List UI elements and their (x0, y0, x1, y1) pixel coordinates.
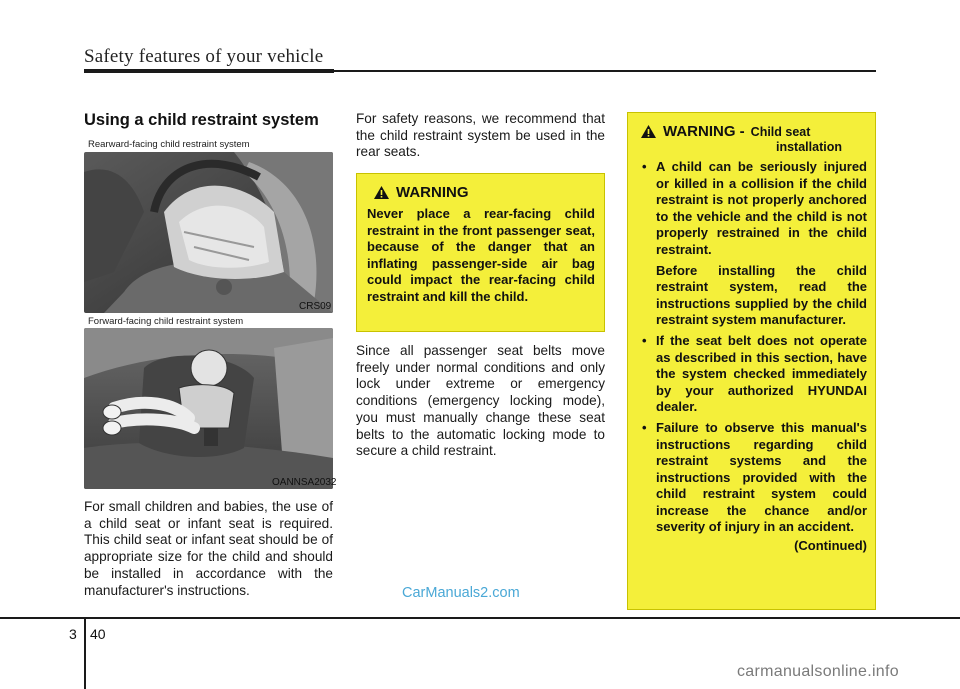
warning-title: WARNING - (663, 123, 745, 140)
forward-facing-seat-illustration (84, 328, 333, 489)
bullet-text-continued: Before installing the child restraint system, read the instructions supplied by the child restraint system manufacturer. (656, 262, 867, 328)
list-item (636, 159, 867, 329)
bullet-text: • If the seat belt does not operate as described in this section, have the system checked immediately by your authorized HYUNDAI dealer. (656, 332, 867, 415)
rear-figure-code: CRS09 (299, 301, 332, 312)
page-header-title: Safety features of your vehicle (84, 46, 324, 67)
warning-triangle-icon (640, 124, 657, 139)
site-watermark[interactable]: carmanualsonline.info (737, 663, 899, 680)
header-rule-thin (334, 70, 876, 72)
warning-box-child-seat-installation (627, 112, 876, 610)
list-item (636, 420, 867, 536)
middle-paragraph-2: Since all passenger seat belts move freely under normal conditions and only lock under extreme or emergency conditions (emergency locking mode), you must manually change these seat belts to the automatic locking mode to secure a child restraint. (356, 343, 605, 459)
rear-facing-seat-illustration (84, 152, 333, 313)
continued-label: (Continued) (794, 538, 867, 554)
header-rule (84, 69, 334, 73)
section-heading: Using a child restraint system (84, 111, 319, 129)
warning-triangle-icon (373, 185, 390, 200)
warning-subtitle-line2: installation (776, 140, 842, 154)
warning-text: Never place a rear-facing child restraint in the front passenger seat, because of the danger that an inflating passenger-side air bag could impact the rear-facing child restraint and kill the child. (367, 206, 595, 304)
bullet-text: • A child can be seriously injured or killed in a collision if the child restraint is not properly anchored to the vehicle and the child is not properly restrained in the child restraint. (656, 159, 867, 257)
front-figure-code: OANNSA2032 (272, 477, 337, 488)
warning-subtitle: Child seat (750, 124, 811, 139)
page-number: 40 (90, 626, 106, 642)
bullet-text: • Failure to observe this manual's instructions regarding child restraint systems and the instructions provided with the child restraint system could increase the chance and/or severity of injury in an accident. (656, 419, 867, 535)
warning-box-front-seat (356, 173, 605, 332)
left-paragraph: For small children and babies, the use of a child seat or infant seat is required. This child seat or infant seat should be of appropriate size for the child and should be installed in accordance with the manufacturer's instructions. (84, 499, 333, 598)
rear-figure-caption: Rearward-facing child restraint system (88, 139, 250, 150)
chapter-number: 3 (69, 626, 77, 642)
footer-rule (0, 617, 960, 619)
middle-intro-paragraph: For safety reasons, we recommend that the child restraint system be used in the rear seats. (356, 111, 605, 160)
list-item (636, 333, 867, 416)
front-figure-caption: Forward-facing child restraint system (88, 316, 244, 327)
footer-divider (84, 617, 86, 689)
warning-bullet-list (636, 159, 867, 536)
warning-title: WARNING (396, 184, 469, 201)
watermark-link[interactable]: CarManuals2.com (402, 585, 520, 601)
